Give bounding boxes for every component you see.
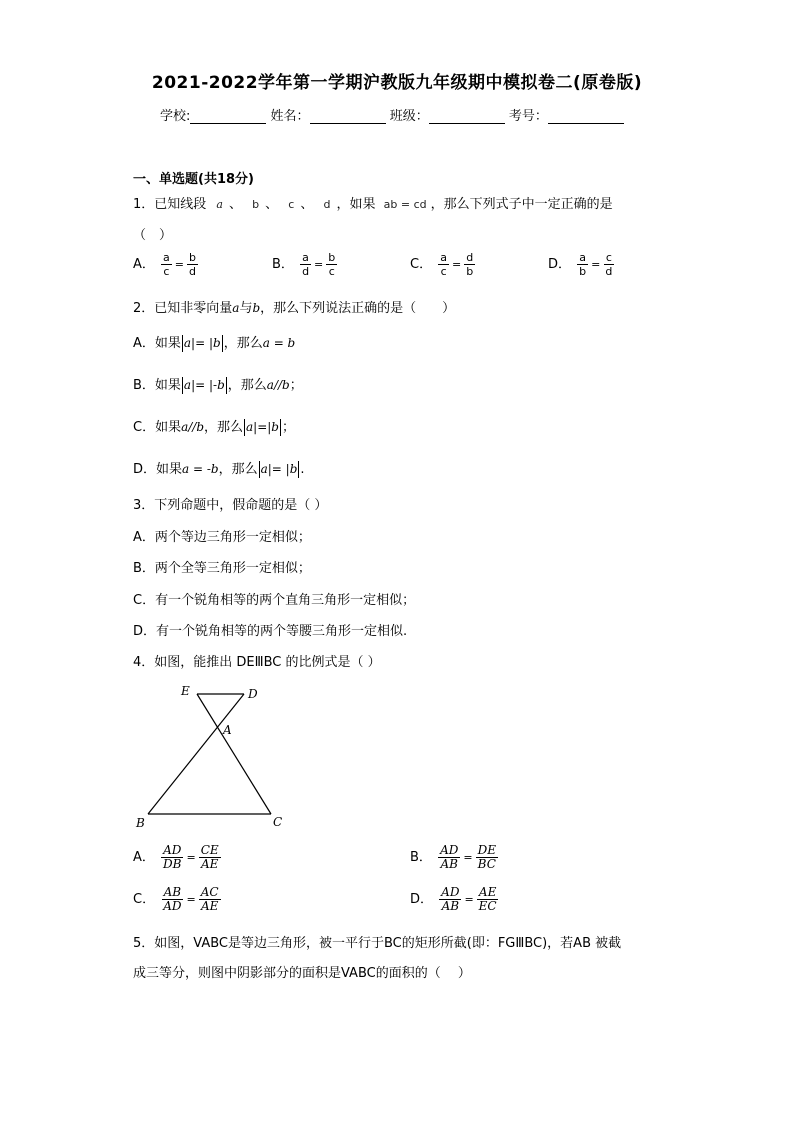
label-c: C bbox=[273, 815, 283, 829]
option-label: B．如果 bbox=[133, 378, 181, 393]
vector-b: b bbox=[252, 301, 261, 315]
q4-option-a[interactable]: A． $\frac{AD}{DB}$ = $\frac{CE}{AE}$ bbox=[133, 843, 219, 871]
q1-stem-mid: ，如果 bbox=[336, 197, 376, 212]
option-then: ，那么 bbox=[218, 462, 258, 477]
option-label: C． bbox=[410, 257, 433, 272]
option-label: A． bbox=[133, 257, 155, 272]
option-condition: a|= |b bbox=[183, 336, 221, 350]
option-result: a|= |b bbox=[260, 462, 298, 476]
fraction: $\frac{d}{b}$ bbox=[466, 251, 474, 278]
q1-option-d[interactable]: D． $\frac{a}{b}$ = $\frac{c}{d}$ bbox=[548, 251, 613, 278]
q1-var-d: d bbox=[323, 198, 331, 211]
option-condition: a|= |-b bbox=[183, 378, 225, 392]
option-label: D． bbox=[410, 892, 434, 907]
option-then: ，那么 bbox=[223, 336, 263, 351]
vector-a: a bbox=[232, 301, 240, 315]
fraction: $\frac{AD}{DB}$ bbox=[163, 843, 182, 871]
q3-option-b[interactable]: B．两个全等三角形一定相似； bbox=[133, 561, 311, 576]
fraction: $\frac{a}{c}$ bbox=[163, 251, 170, 278]
fraction: $\frac{a}{d}$ bbox=[302, 251, 310, 278]
option-result: a//b bbox=[266, 378, 290, 392]
label-d: D bbox=[248, 687, 258, 701]
option-then: ，那么 bbox=[227, 378, 267, 393]
number-blank[interactable] bbox=[548, 109, 624, 124]
fraction: $\frac{DE}{BC}$ bbox=[477, 843, 496, 871]
label-e: E bbox=[181, 684, 190, 698]
question-1-stem bbox=[133, 193, 613, 212]
option-label: B． bbox=[410, 850, 432, 865]
fraction: $\frac{a}{b}$ bbox=[579, 251, 587, 278]
q3-option-d[interactable]: D．有一个锐角相等的两个等腰三角形一定相似. bbox=[133, 624, 408, 639]
option-end: ； bbox=[289, 378, 303, 393]
fraction: $\frac{AB}{AD}$ bbox=[163, 885, 182, 913]
option-label: C．如果 bbox=[133, 420, 182, 435]
q1-var-a: a bbox=[216, 198, 223, 211]
label-a: A bbox=[223, 723, 232, 737]
q4-triangle-figure bbox=[130, 680, 300, 830]
q1-sep: 、 bbox=[265, 197, 279, 212]
option-result: a = b bbox=[262, 336, 296, 350]
fraction: $\frac{AD}{AB}$ bbox=[440, 843, 459, 871]
fraction: $\frac{b}{c}$ bbox=[328, 251, 336, 278]
fraction: $\frac{AD}{AB}$ bbox=[441, 885, 460, 913]
q2-option-d[interactable] bbox=[133, 458, 305, 478]
page-title: 2021-2022学年第一学期沪教版九年级期中模拟卷二(原卷版) bbox=[151, 73, 643, 93]
q4-option-b[interactable]: B． $\frac{AD}{AB}$ = $\frac{DE}{BC}$ bbox=[410, 843, 496, 871]
q1-var-b: b bbox=[252, 198, 260, 211]
option-end: . bbox=[300, 462, 305, 477]
segment-ec bbox=[197, 694, 271, 814]
name-blank[interactable] bbox=[310, 109, 386, 124]
q1-sep: 、 bbox=[228, 197, 242, 212]
question-2-stem bbox=[133, 297, 455, 316]
q1-sep: 、 bbox=[300, 197, 314, 212]
option-label: C． bbox=[133, 892, 156, 907]
q2-option-a[interactable] bbox=[133, 332, 295, 352]
q4-option-c[interactable]: C． $\frac{AB}{AD}$ = $\frac{AC}{AE}$ bbox=[133, 885, 219, 913]
option-condition: a = -b bbox=[182, 462, 219, 476]
option-label: D． bbox=[548, 257, 572, 272]
option-label: B． bbox=[272, 257, 294, 272]
q1-answer-paren: （ ） bbox=[133, 228, 173, 243]
q1-var-c: c bbox=[288, 198, 295, 211]
question-3-stem: 3．下列命题中，假命题的是（ ） bbox=[133, 498, 328, 513]
q2-with: 与 bbox=[239, 301, 253, 316]
class-label: 班级： bbox=[389, 109, 429, 124]
q2-option-b[interactable] bbox=[133, 374, 303, 394]
q1-option-b[interactable]: B． $\frac{a}{d}$ = $\frac{b}{c}$ bbox=[272, 251, 336, 278]
fraction: $\frac{c}{d}$ bbox=[605, 251, 613, 278]
q3-option-c[interactable]: C．有一个锐角相等的两个直角三角形一定相似； bbox=[133, 593, 416, 608]
option-label: D．如果 bbox=[133, 462, 183, 477]
school-blank[interactable] bbox=[190, 109, 266, 124]
q2-stem-end: ，那么下列说法正确的是（ ） bbox=[260, 301, 456, 316]
name-label: 姓名： bbox=[270, 109, 310, 124]
fraction: $\frac{AC}{AE}$ bbox=[200, 885, 219, 913]
fraction: $\frac{b}{d}$ bbox=[189, 251, 196, 278]
question-4-stem: 4．如图，能推出 DEⅢBC 的比例式是（ ） bbox=[133, 655, 381, 670]
fraction: $\frac{CE}{AE}$ bbox=[200, 843, 219, 871]
question-5-line-2: 成三等分，则图中阴影部分的面积是VABC的面积的（ ） bbox=[133, 966, 471, 981]
fraction: $\frac{a}{c}$ bbox=[440, 251, 447, 278]
q1-condition: ab = cd bbox=[383, 198, 427, 211]
segment-db bbox=[148, 694, 244, 814]
option-label: A．如果 bbox=[133, 336, 181, 351]
q2-option-c[interactable] bbox=[133, 416, 295, 436]
label-b: B bbox=[136, 816, 145, 830]
school-label: 学校: bbox=[160, 109, 191, 124]
q1-stem-text: 1．已知线段 bbox=[133, 197, 207, 212]
option-label: A． bbox=[133, 850, 155, 865]
q1-option-c[interactable]: C． $\frac{a}{c}$ = $\frac{d}{b}$ bbox=[410, 251, 474, 278]
student-info-line bbox=[160, 105, 624, 124]
option-then: ，那么 bbox=[204, 420, 244, 435]
fraction: $\frac{AE}{EC}$ bbox=[478, 885, 497, 913]
option-result: a|=|b bbox=[246, 420, 279, 434]
section-heading: 一、单选题(共18分) bbox=[133, 172, 254, 187]
number-label: 考号： bbox=[508, 109, 548, 124]
q2-stem-text: 2．已知非零向量 bbox=[133, 301, 233, 316]
q4-option-d[interactable]: D． $\frac{AD}{AB}$ = $\frac{AE}{EC}$ bbox=[410, 885, 497, 913]
q3-option-a[interactable]: A．两个等边三角形一定相似； bbox=[133, 530, 311, 545]
class-blank[interactable] bbox=[429, 109, 505, 124]
q1-option-a[interactable]: A． $\frac{a}{c}$ = $\frac{b}{d}$ bbox=[133, 251, 196, 278]
option-condition: a//b bbox=[181, 420, 204, 434]
option-end: ； bbox=[282, 420, 296, 435]
q1-stem-end: ，那么下列式子中一定正确的是 bbox=[430, 197, 613, 212]
question-5-line-1: 5．如图，VABC是等边三角形，被一平行于BC的矩形所截(即：FGⅢBC)，若AB 被截 bbox=[133, 936, 622, 951]
